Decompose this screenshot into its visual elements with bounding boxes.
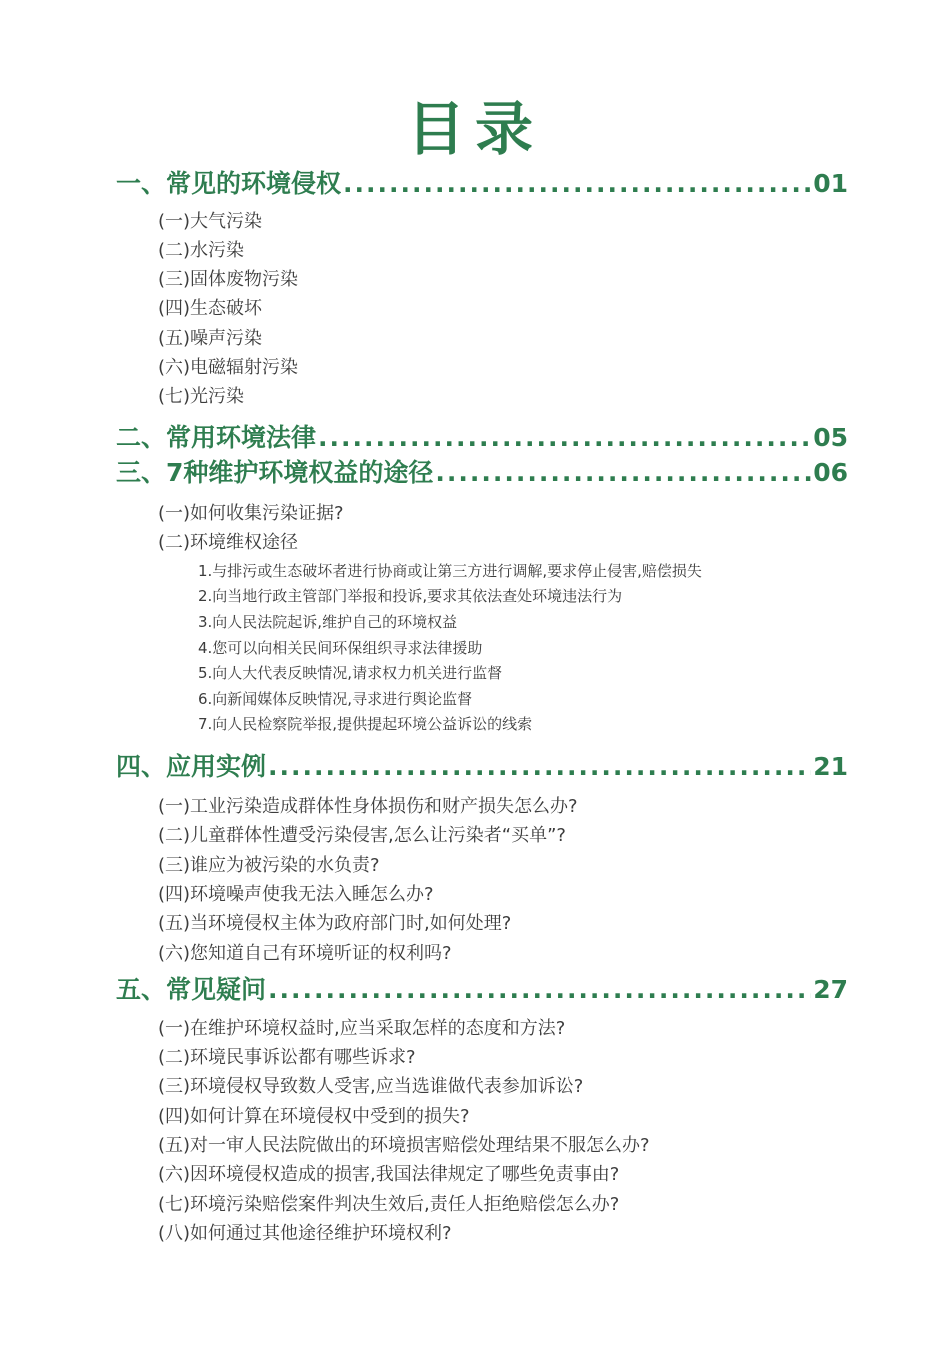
dot-leader — [318, 421, 811, 455]
toc-item[interactable]: (三)环境侵权导致数人受害,应当选谁做代表参加诉讼? — [158, 1076, 584, 1097]
section-title: 二、常用环境法律 — [116, 423, 317, 452]
toc-item[interactable]: (五)噪声污染 — [158, 328, 263, 349]
toc-subitem[interactable]: 7.向人民检察院举报,提供提起环境公益诉讼的线索 — [198, 715, 533, 733]
dot-leader — [268, 973, 811, 1007]
toc-subitem[interactable]: 4.您可以向相关民间环保组织寻求法律援助 — [198, 639, 483, 657]
section-page-number: 01 — [813, 169, 848, 198]
toc-item[interactable]: (五)对一审人民法院做出的环境损害赔偿处理结果不服怎么办? — [158, 1135, 650, 1156]
section-page-number: 27 — [813, 975, 848, 1004]
toc-section-3[interactable] — [116, 456, 848, 490]
dot-leader — [343, 167, 811, 201]
section-page-number: 06 — [813, 458, 848, 487]
toc-item[interactable]: (三)固体废物污染 — [158, 269, 299, 290]
toc-item[interactable]: (二)环境维权途径 — [158, 532, 299, 553]
toc-item[interactable]: (二)水污染 — [158, 240, 245, 261]
toc-item[interactable]: (三)谁应为被污染的水负责? — [158, 855, 380, 876]
toc-item[interactable]: (一)如何收集污染证据? — [158, 503, 344, 524]
toc-item[interactable]: (五)当环境侵权主体为政府部门时,如何处理? — [158, 913, 512, 934]
toc-item[interactable]: (一)工业污染造成群体性身体损伤和财产损失怎么办? — [158, 796, 578, 817]
toc-item[interactable]: (七)环境污染赔偿案件判决生效后,责任人拒绝赔偿怎么办? — [158, 1194, 620, 1215]
toc-section-2[interactable] — [116, 421, 848, 455]
section-title: 一、常见的环境侵权 — [116, 169, 342, 198]
toc-item[interactable]: (八)如何通过其他途径维护环境权利? — [158, 1223, 452, 1244]
section-page-number: 21 — [813, 752, 848, 781]
toc-subitem[interactable]: 5.向人大代表反映情况,请求权力机关进行监督 — [198, 664, 503, 682]
toc-item[interactable]: (七)光污染 — [158, 386, 245, 407]
toc-item[interactable]: (四)如何计算在环境侵权中受到的损失? — [158, 1106, 470, 1127]
toc-item[interactable]: (二)环境民事诉讼都有哪些诉求? — [158, 1047, 416, 1068]
toc-item[interactable]: (六)您知道自己有环境听证的权利吗? — [158, 943, 452, 964]
toc-subitem[interactable]: 6.向新闻媒体反映情况,寻求进行舆论监督 — [198, 690, 473, 708]
toc-item[interactable]: (四)生态破坏 — [158, 298, 263, 319]
toc-item[interactable]: (二)儿童群体性遭受污染侵害,怎么让污染者“买单”? — [158, 825, 566, 846]
toc-subitem[interactable]: 3.向人民法院起诉,维护自己的环境权益 — [198, 613, 458, 631]
dot-leader — [268, 750, 811, 784]
toc-section-4[interactable] — [116, 750, 848, 784]
dot-leader — [435, 456, 811, 490]
toc-subitem[interactable]: 2.向当地行政主管部门举报和投诉,要求其依法查处环境违法行为 — [198, 587, 623, 605]
section-title: 三、7种维护环境权益的途径 — [116, 458, 434, 487]
toc-section-1[interactable] — [116, 167, 848, 201]
section-title: 五、常见疑问 — [116, 975, 267, 1004]
toc-item[interactable]: (六)因环境侵权造成的损害,我国法律规定了哪些免责事由? — [158, 1164, 620, 1185]
toc-item[interactable]: (六)电磁辐射污染 — [158, 357, 299, 378]
toc-item[interactable]: (一)在维护环境权益时,应当采取怎样的态度和方法? — [158, 1018, 566, 1039]
toc-subitem[interactable]: 1.与排污或生态破坏者进行协商或让第三方进行调解,要求停止侵害,赔偿损失 — [198, 562, 702, 580]
toc-section-5[interactable] — [116, 973, 848, 1007]
toc-item[interactable]: (四)环境噪声使我无法入睡怎么办? — [158, 884, 434, 905]
section-page-number: 05 — [813, 423, 848, 452]
section-title: 四、应用实例 — [116, 752, 267, 781]
toc-item[interactable]: (一)大气污染 — [158, 211, 263, 232]
page-title: 目录 — [406, 95, 543, 163]
